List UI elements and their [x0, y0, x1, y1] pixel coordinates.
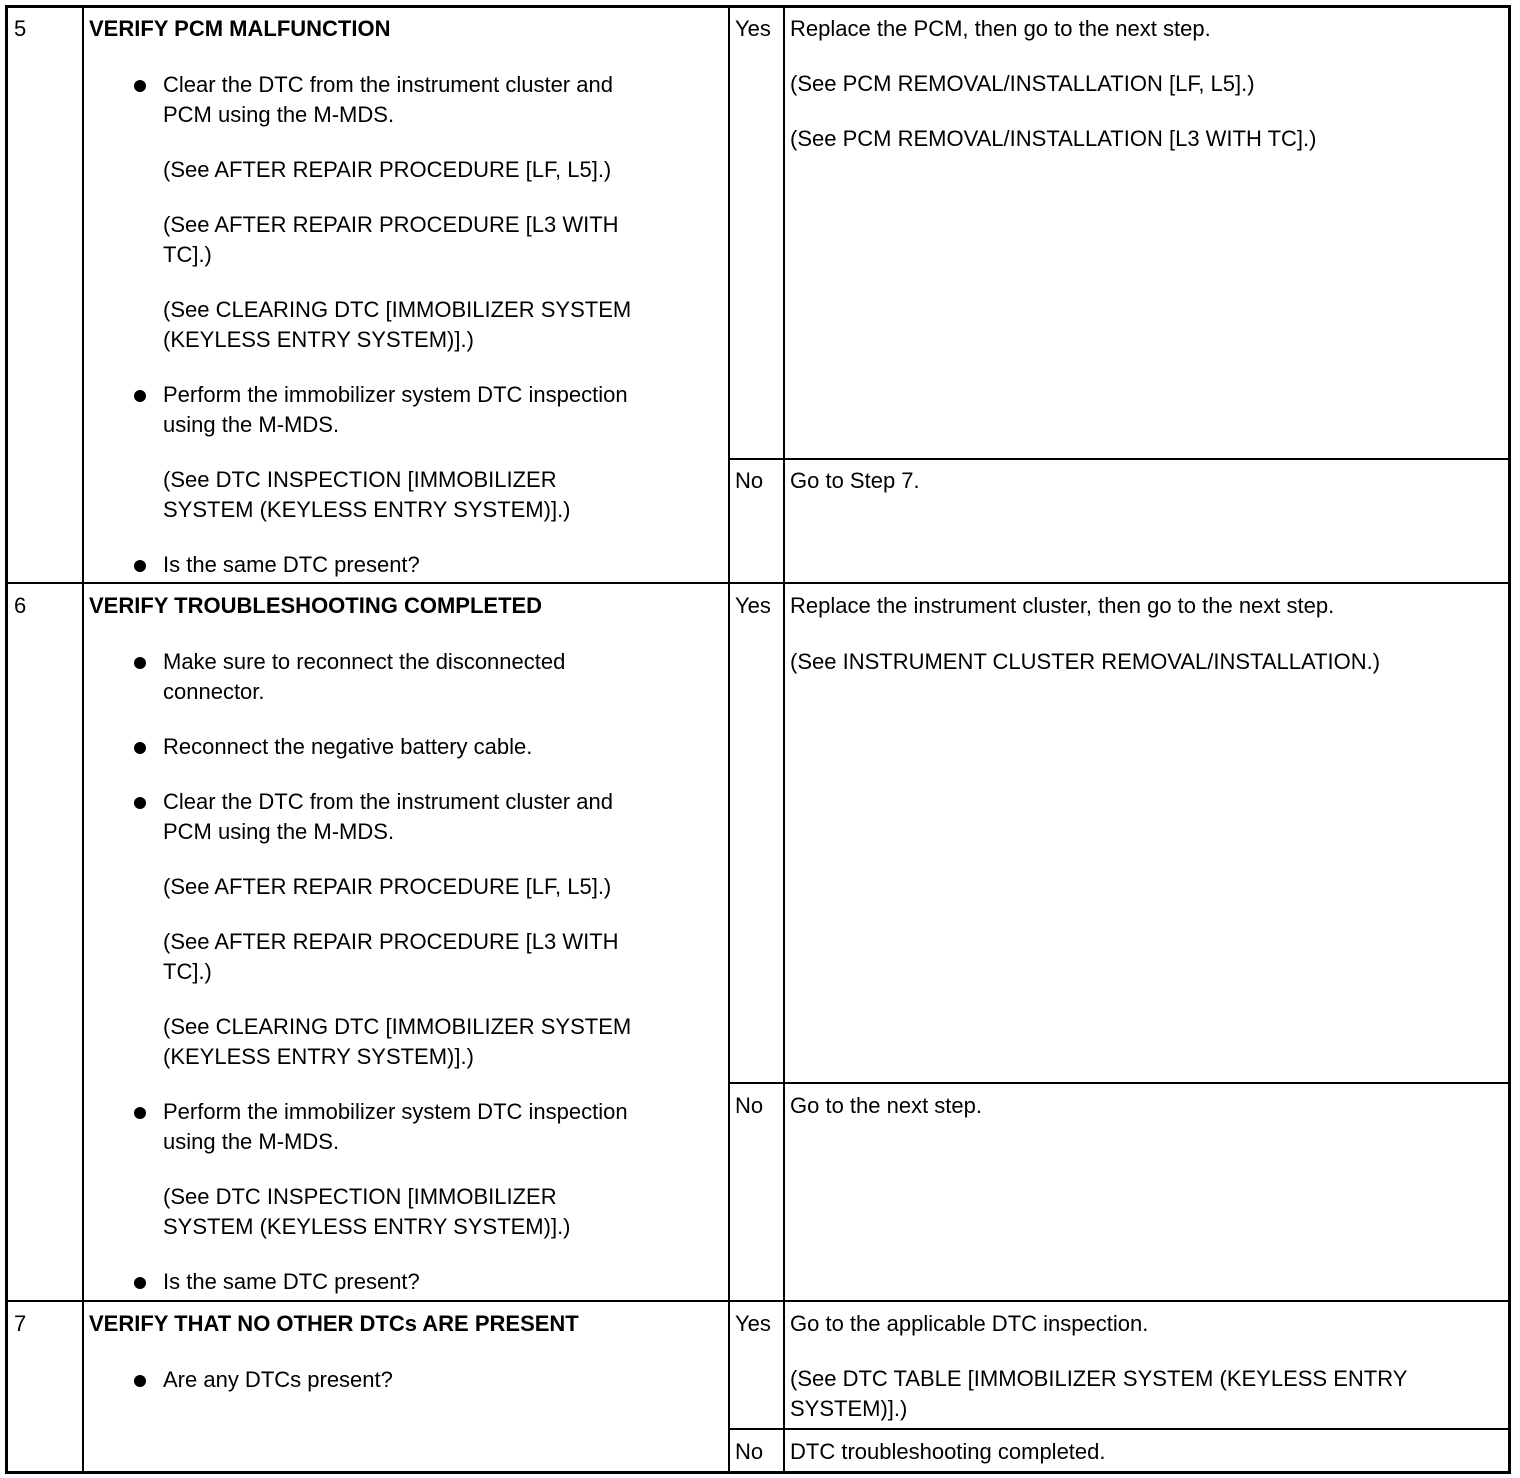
bullet-icon — [134, 560, 146, 572]
step-number: 5 — [14, 16, 27, 41]
yes-action-line: Replace the instrument cluster, then go to the next step. — [790, 593, 1335, 618]
yes-action-line: (See INSTRUMENT CLUSTER REMOVAL/INSTALLATION.) — [790, 649, 1381, 674]
check-item-line: Perform the immobilizer system DTC inspection — [163, 382, 628, 407]
no-action-line: Go to the next step. — [790, 1093, 983, 1118]
bullet-icon — [134, 742, 146, 754]
step-title: VERIFY TROUBLESHOOTING COMPLETED — [89, 593, 543, 618]
step-title: VERIFY THAT NO OTHER DTCs ARE PRESENT — [89, 1311, 579, 1336]
check-item-line: Is the same DTC present? — [163, 552, 420, 577]
bullet-icon — [134, 797, 146, 809]
check-item-line: Is the same DTC present? — [163, 1269, 420, 1294]
check-item-line: Are any DTCs present? — [163, 1367, 393, 1392]
column-divider — [783, 8, 785, 1471]
check-item-line: (See DTC INSPECTION [IMMOBILIZER — [163, 467, 557, 492]
bullet-icon — [134, 390, 146, 402]
yes-no-divider — [728, 1428, 1508, 1430]
yes-no-divider — [728, 458, 1508, 460]
row-divider — [8, 1300, 1508, 1302]
check-item-line: Perform the immobilizer system DTC inspection — [163, 1099, 628, 1124]
step-number: 7 — [14, 1311, 27, 1336]
check-item-line: (See AFTER REPAIR PROCEDURE [L3 WITH — [163, 212, 619, 237]
check-item-line: (See AFTER REPAIR PROCEDURE [LF, L5].) — [163, 874, 612, 899]
bullet-icon — [134, 80, 146, 92]
yes-label: Yes — [735, 16, 771, 41]
yes-action-line: Go to the applicable DTC inspection. — [790, 1311, 1149, 1336]
column-divider — [728, 8, 730, 1471]
check-item-line: (See CLEARING DTC [IMMOBILIZER SYSTEM — [163, 1014, 632, 1039]
check-item-line: using the M-MDS. — [163, 1129, 340, 1154]
check-item-line: PCM using the M-MDS. — [163, 102, 395, 127]
no-action-line: DTC troubleshooting completed. — [790, 1439, 1106, 1464]
troubleshooting-table — [5, 5, 1511, 1474]
check-item-line: (See AFTER REPAIR PROCEDURE [LF, L5].) — [163, 157, 612, 182]
column-divider — [82, 8, 84, 1471]
check-item-line: SYSTEM (KEYLESS ENTRY SYSTEM)].) — [163, 497, 571, 522]
no-label: No — [735, 1093, 764, 1118]
check-item-line: Make sure to reconnect the disconnected — [163, 649, 566, 674]
yes-action-line: SYSTEM)].) — [790, 1396, 908, 1421]
bullet-icon — [134, 1375, 146, 1387]
yes-action-line: (See PCM REMOVAL/INSTALLATION [L3 WITH TC].) — [790, 126, 1317, 151]
yes-action-line: (See PCM REMOVAL/INSTALLATION [LF, L5].) — [790, 71, 1255, 96]
check-item-line: (KEYLESS ENTRY SYSTEM)].) — [163, 1044, 474, 1069]
yes-no-divider — [728, 1082, 1508, 1084]
check-item-line: (KEYLESS ENTRY SYSTEM)].) — [163, 327, 474, 352]
check-item-line: SYSTEM (KEYLESS ENTRY SYSTEM)].) — [163, 1214, 571, 1239]
row-divider — [8, 582, 1508, 584]
bullet-icon — [134, 657, 146, 669]
yes-action-line: (See DTC TABLE [IMMOBILIZER SYSTEM (KEYLESS ENTRY — [790, 1366, 1408, 1391]
step-title: VERIFY PCM MALFUNCTION — [89, 16, 391, 41]
step-number: 6 — [14, 593, 27, 618]
no-label: No — [735, 468, 764, 493]
yes-label: Yes — [735, 593, 771, 618]
check-item-line: TC].) — [163, 242, 212, 267]
yes-action-line: Replace the PCM, then go to the next step. — [790, 16, 1211, 41]
yes-label: Yes — [735, 1311, 771, 1336]
check-item-line: connector. — [163, 679, 265, 704]
bullet-icon — [134, 1107, 146, 1119]
check-item-line: PCM using the M-MDS. — [163, 819, 395, 844]
bullet-icon — [134, 1277, 146, 1289]
check-item-line: TC].) — [163, 959, 212, 984]
check-item-line: Clear the DTC from the instrument cluster and — [163, 789, 613, 814]
check-item-line: Clear the DTC from the instrument cluster and — [163, 72, 613, 97]
no-action-line: Go to Step 7. — [790, 468, 920, 493]
check-item-line: (See DTC INSPECTION [IMMOBILIZER — [163, 1184, 557, 1209]
check-item-line: (See AFTER REPAIR PROCEDURE [L3 WITH — [163, 929, 619, 954]
no-label: No — [735, 1439, 764, 1464]
check-item-line: using the M-MDS. — [163, 412, 340, 437]
check-item-line: Reconnect the negative battery cable. — [163, 734, 533, 759]
check-item-line: (See CLEARING DTC [IMMOBILIZER SYSTEM — [163, 297, 632, 322]
